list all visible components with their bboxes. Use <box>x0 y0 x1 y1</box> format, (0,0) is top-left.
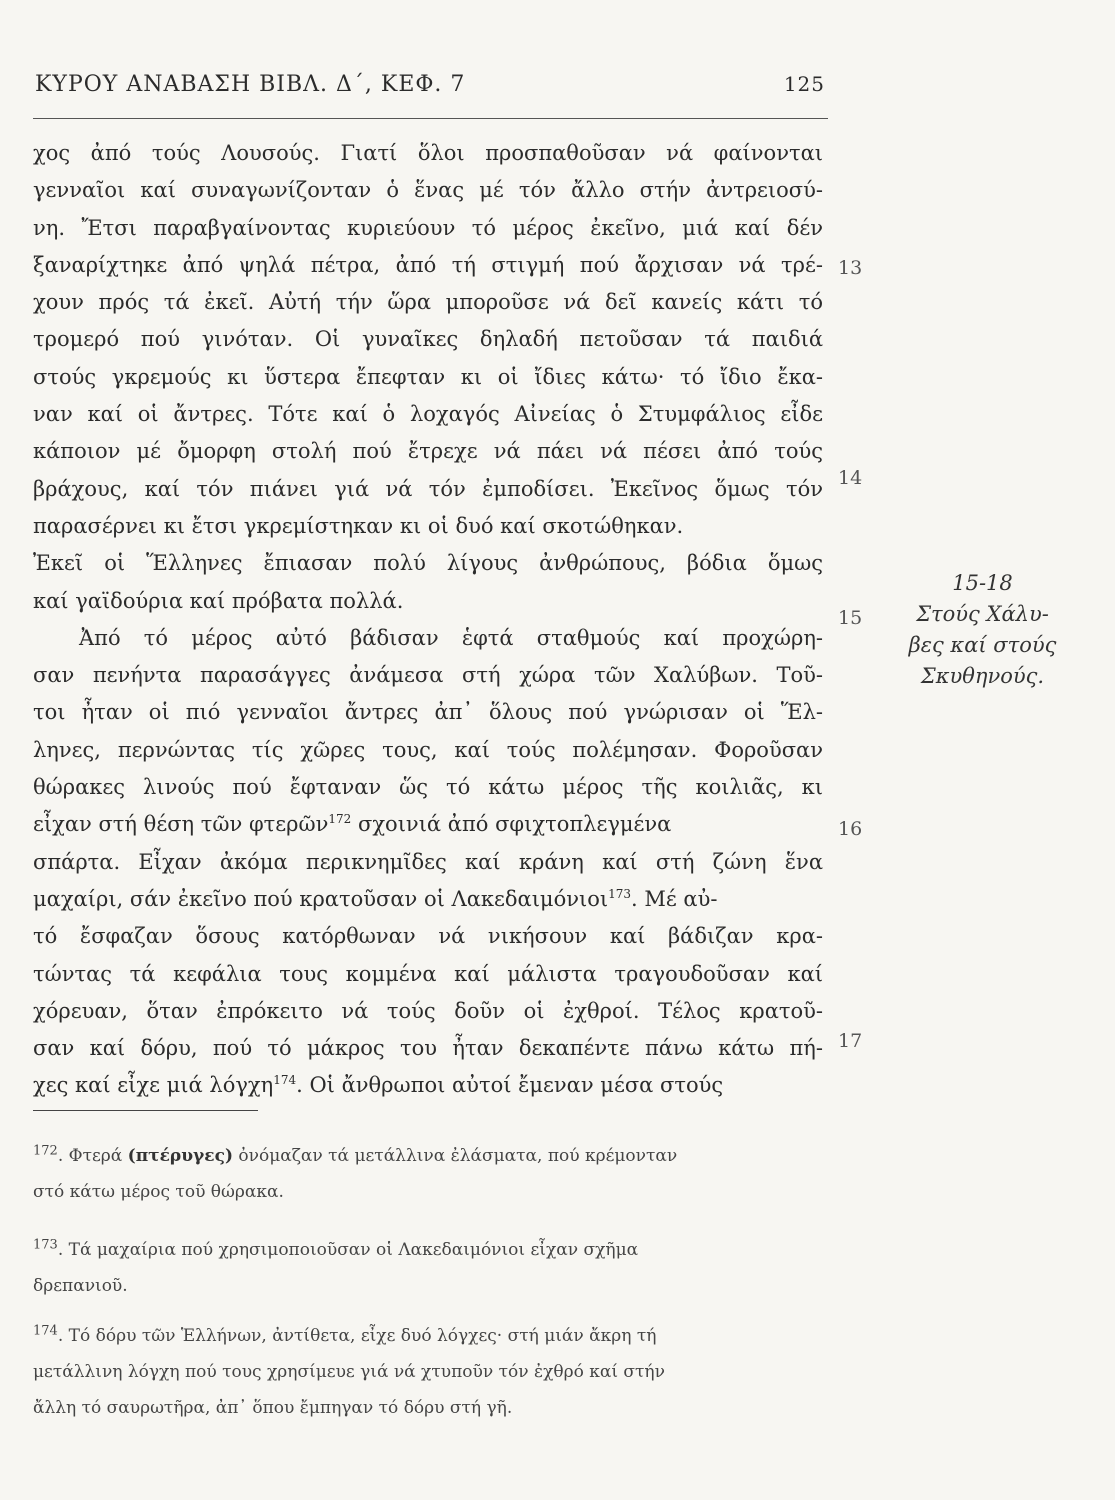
text-line: τρομερό πού γινόταν. Οἱ γυναῖκες δηλαδή πετοῦσαν τά παιδιά <box>33 327 823 352</box>
text-line: παρασέρνει κι ἔτσι γκρεμίστηκαν κι οἱ δυό καί σκοτώθηκαν. <box>33 513 684 538</box>
text-line: μαχαίρι, σάν ἐκεῖνο πού κρατοῦσαν οἱ Λακεδαιμόνιοι$^{173}$. Μέ αὐ- <box>33 886 718 911</box>
text-line: χος ἀπό τούς Λουσούς. Γιατί ὅλοι προσπαθοῦσαν νά φαίνονται <box>33 141 823 165</box>
text-line: κάποιον μέ ὄμορφη στολή πού ἔτρεχε νά πάει νά πέσει ἀπό τούς <box>33 439 823 464</box>
text-line: χες καί εἶχε μιά λόγχη$^{174}$. Οἱ ἄνθρωποι αὐτοί ἔμεναν μέσα στούς <box>33 1073 724 1098</box>
footnote-rule <box>33 1110 258 1111</box>
running-title: ΚΥΡΟΥ ΑΝΑΒΑΣΗ ΒΙΒΛ. Δ΄, ΚΕΦ. 7 <box>35 72 466 97</box>
margin-section-number: 16 <box>838 818 863 840</box>
sidenote-text: Σκυθηνούς. <box>920 664 1045 688</box>
margin-sidenote <box>875 568 1090 692</box>
text-line: χόρευαν, ὅταν ἐπρόκειτο νά τούς δοῦν οἱ ἐχθροί. Τέλος κρατοῦ- <box>33 998 823 1023</box>
text-line: τώντας τά κεφάλια τους κομμένα καί μάλιστα τραγουδοῦσαν καί <box>33 961 823 986</box>
footnote-ref[interactable]: 173 <box>608 886 632 901</box>
sidenote-text: Στούς Χάλυ- <box>916 602 1049 626</box>
margin-section-number: 17 <box>838 1030 863 1052</box>
text-line: ναν καί οἱ ἄντρες. Τότε καί ὁ λοχαγός Αἰνείας ὁ Στυμφάλιος εἶδε <box>33 402 823 427</box>
text-line: ξαναρίχτηκε ἀπό ψηλά πέτρα, ἀπό τή στιγμή πού ἄρχισαν νά τρέ- <box>33 252 823 277</box>
text-line: σαν καί δόρυ, πού τό μάκρος του ἦταν δεκαπέντε πάνω κάτω πή- <box>33 1036 823 1061</box>
text-line: σαν πενήντα παρασάγγες ἀνάμεσα στή χώρα τῶν Χαλύβων. Τοῦ- <box>33 663 823 688</box>
text-line: τό ἔσφαζαν ὅσους κατόρθωναν νά νικήσουν καί βάδιζαν κρα- <box>33 924 823 949</box>
margin-section-number: 14 <box>838 467 863 489</box>
text-line: Ἐκεῖ οἱ Ἕλληνες ἔπιασαν πολύ λίγους ἀνθρώπους, βόδια ὅμως <box>33 551 823 576</box>
sidenote-text: βες καί στούς <box>908 633 1057 657</box>
text-line: σπάρτα. Εἶχαν ἀκόμα περικνημῖδες καί κράνη καί στή ζώνη ἕνα <box>33 849 823 874</box>
footnote-173: $^{173}$. Τά μαχαίρια πού χρησιμοποιοῦσαν οἱ Λακεδαιμόνιοι εἶχαν σχῆμα δρεπανιοῦ. <box>33 1237 639 1296</box>
page-number: 125 <box>783 72 825 96</box>
text-line: θώρακες λινούς πού ἔφταναν ὥς τό κάτω μέρος τῆς κοιλιᾶς, κι <box>33 775 823 800</box>
text-line: χουν πρός τά ἐκεῖ. Αὐτή τήν ὥρα μποροῦσε νά δεῖ κανείς κάτι τό <box>33 290 823 315</box>
text-line: ληνες, περνώντας τίς χῶρες τους, καί τούς πολέμησαν. Φοροῦσαν <box>33 737 823 762</box>
text-line: νη. Ἔτσι παραβγαίνοντας κυριεύουν τό μέρος ἐκεῖνο, μιά καί δέν <box>33 215 823 240</box>
text-line: τοι ἦταν οἱ πιό γενναῖοι ἄντρες ἀπ᾽ ὅλους πού γνώρισαν οἱ Ἕλ- <box>33 700 823 725</box>
header-rule <box>33 118 828 119</box>
text-line: στούς γκρεμούς κι ὕστερα ἔπεφταν κι οἱ ἴδιες κάτω· τό ἴδιο ἔκα- <box>33 364 823 389</box>
text-line: καί γαϊδούρια καί πρόβατα πολλά. <box>33 588 404 613</box>
text-line: Ἀπό τό μέρος αὐτό βάδισαν ἑφτά σταθμούς καί προχώρη- <box>79 625 823 650</box>
footnote-172: $^{172}$. Φτερά (πτέρυγες) ὀνόμαζαν τά μετάλλινα ἐλάσματα, πού κρέμονταν στό κάτω μέρος τοῦ θώρακα. <box>33 1143 678 1202</box>
text-line: εἶχαν στή θέση τῶν φτερῶν$^{172}$ σχοινιά ἀπό σφιχτοπλεγμένα <box>33 812 672 837</box>
text-line: γενναῖοι καί συναγωνίζονταν ὁ ἕνας μέ τόν ἄλλο στήν ἀντρειοσύ- <box>33 178 823 203</box>
margin-section-number: 13 <box>838 257 863 279</box>
sidenote-range: 15-18 <box>952 571 1013 595</box>
main-text <box>33 135 823 1105</box>
footnote-174: $^{174}$. Τό δόρυ τῶν Ἑλλήνων, ἀντίθετα, εἶχε δυό λόγχες· στή μιάν ἄκρη τή μετάλλινη λόγχη πού τους χρησίμευε γιά νά χτυποῦν τόν ἐχθρό καί στήν ἄλλη τό σαυρωτῆρα, ἀπ᾽ ὅπου ἔμπηγαν τό δόρυ στή γῆ. <box>33 1323 665 1418</box>
margin-section-number: 15 <box>838 607 863 629</box>
text-line: βράχους, καί τόν πιάνει γιά νά τόν ἐμποδίσει. Ἐκεῖνος ὅμως τόν <box>33 476 823 501</box>
footnote-ref[interactable]: 172 <box>328 812 352 827</box>
footnote-ref[interactable]: 174 <box>273 1073 297 1088</box>
